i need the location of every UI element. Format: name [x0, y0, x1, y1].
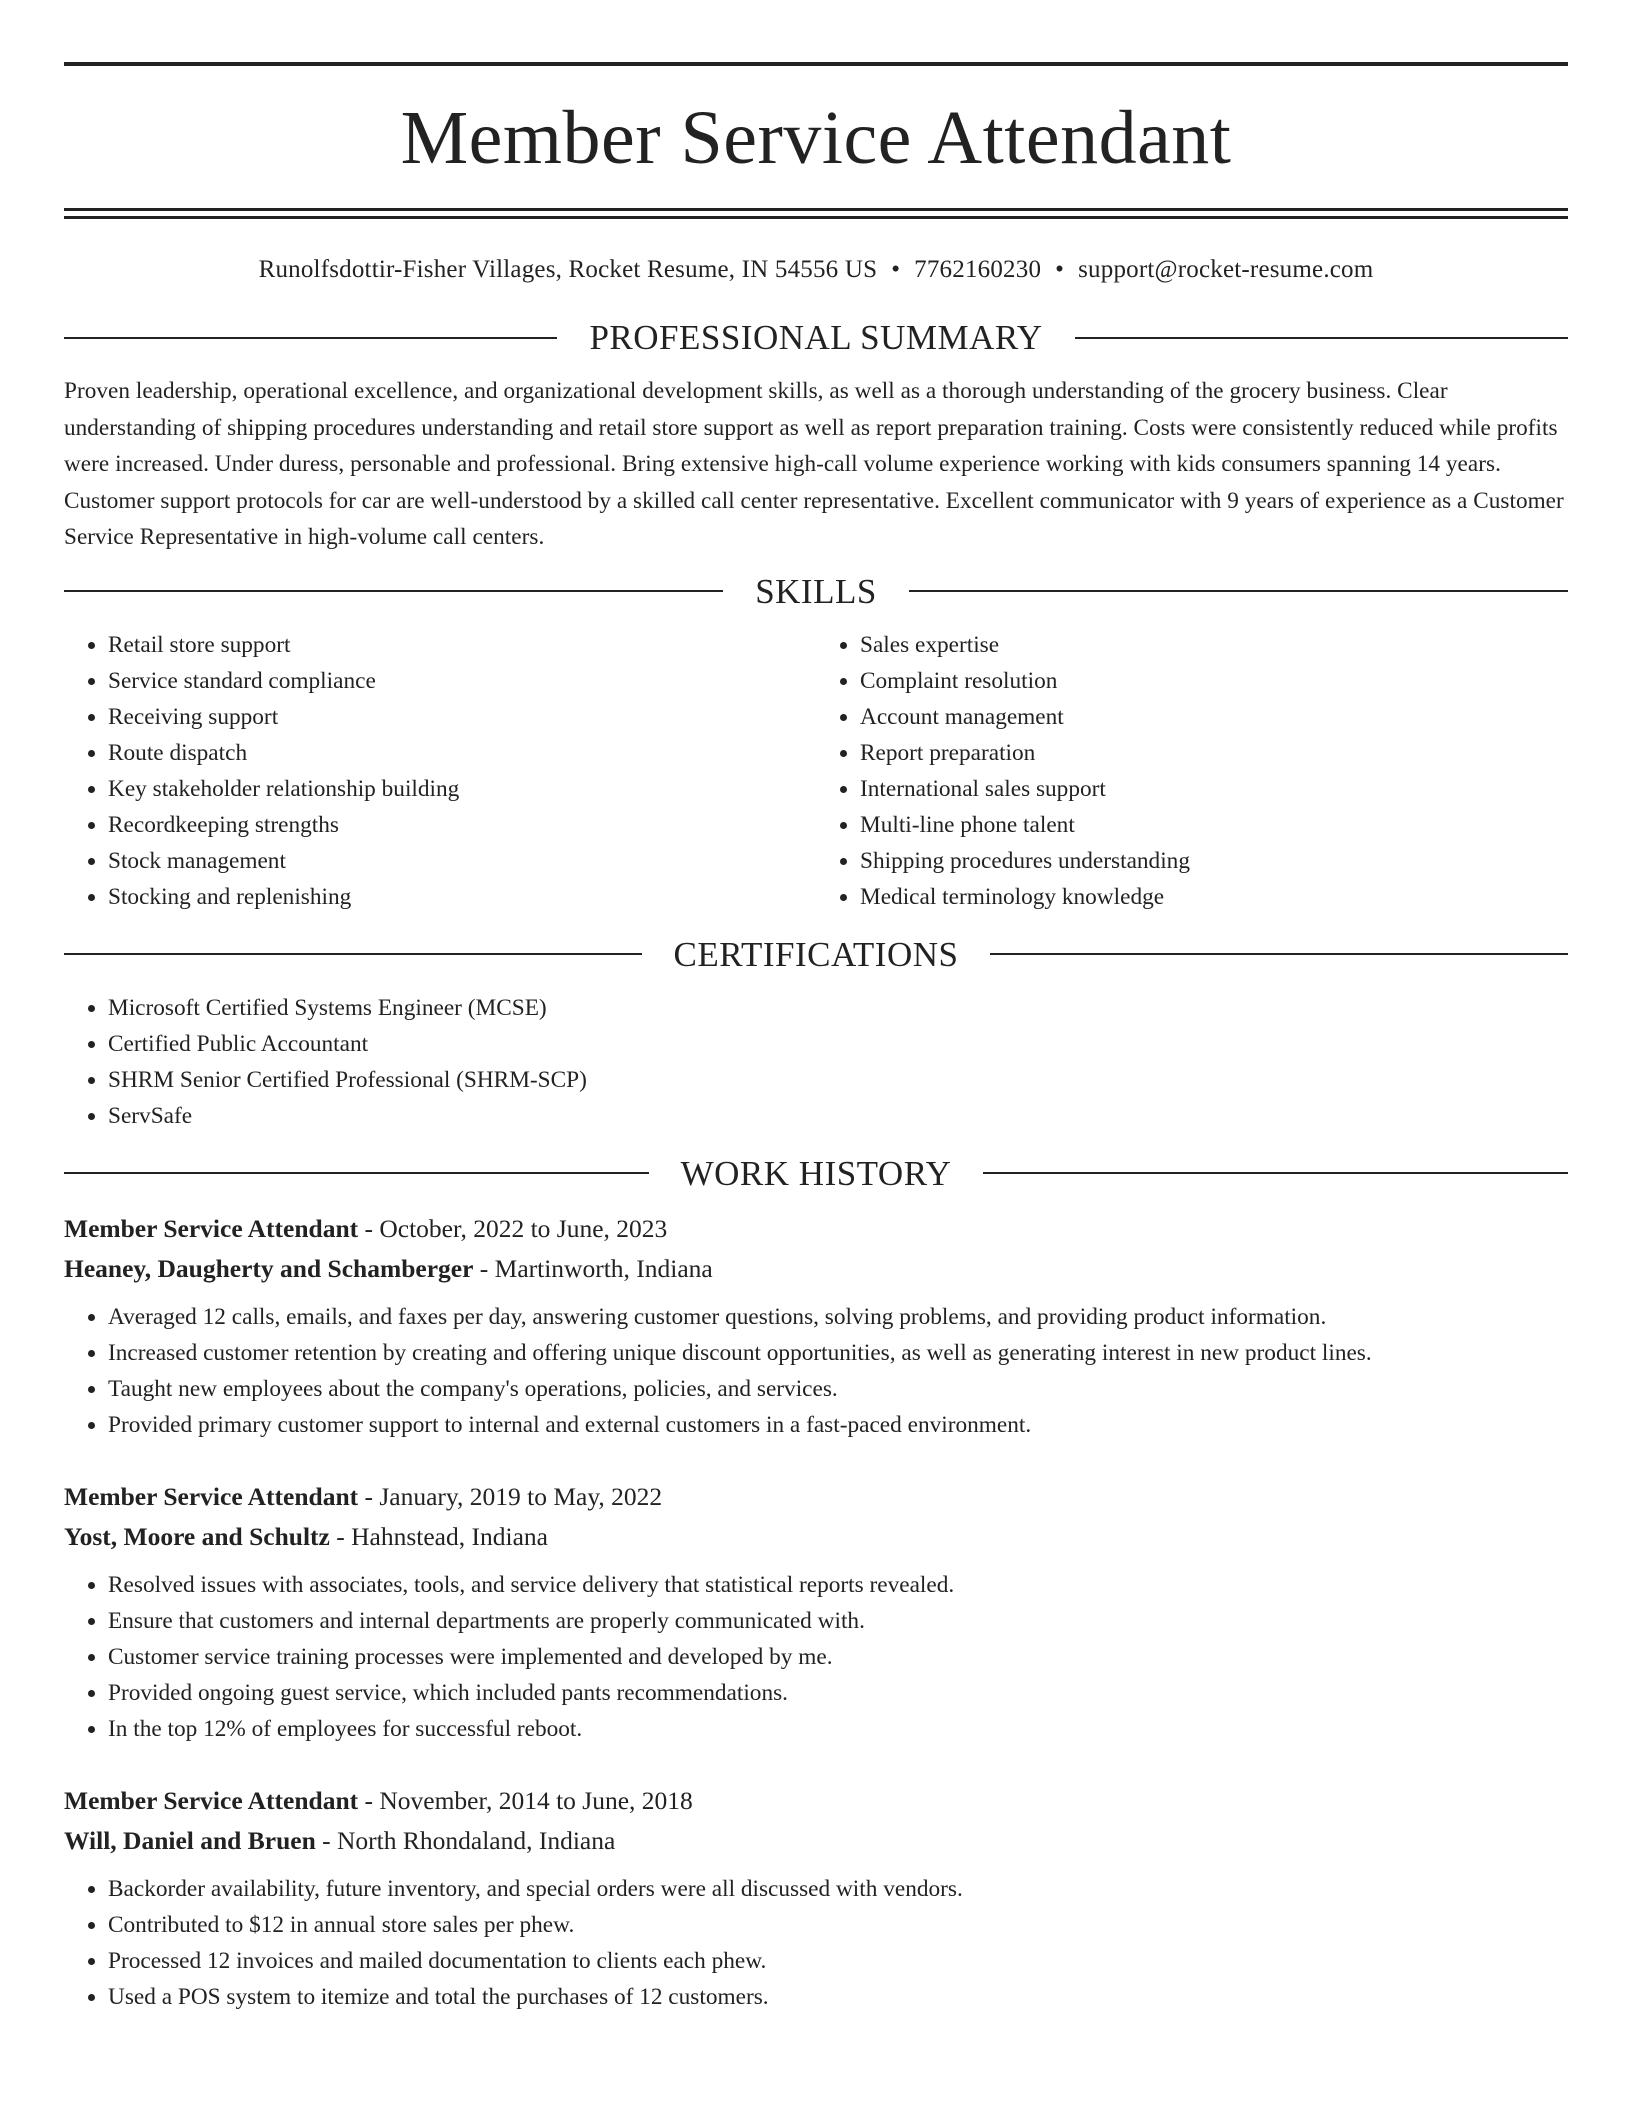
- heading-rule-left: [64, 337, 557, 339]
- job-bullet: • Resolved issues with associates, tools, and service delivery that statistical reports revealed.: [108, 1567, 1568, 1603]
- skills-heading-label: SKILLS: [755, 571, 877, 611]
- job-entry: [64, 1477, 1568, 1747]
- top-rule: [64, 62, 1568, 66]
- job-company: Heaney, Daugherty and Schamberger: [64, 1253, 474, 1283]
- skill-item: • Sales expertise: [860, 627, 1568, 663]
- skill-item: • Route dispatch: [108, 735, 816, 771]
- skill-item: • Shipping procedures understanding: [860, 843, 1568, 879]
- certification-item: • SHRM Senior Certified Professional (SHRM-SCP): [108, 1062, 1568, 1098]
- skills-list-left: [64, 627, 816, 915]
- heading-rule-right: [990, 953, 1568, 955]
- skill-item: • Stock management: [108, 843, 816, 879]
- certifications-heading: [64, 934, 1568, 974]
- job-bullet: • Averaged 12 calls, emails, and faxes per day, answering customer questions, solving problems, and providing product information.: [108, 1299, 1568, 1335]
- job-title: Member Service Attendant: [64, 1785, 359, 1815]
- certifications-list: [64, 990, 1568, 1134]
- heading-rule-right: [983, 1172, 1568, 1174]
- certifications-heading-label: CERTIFICATIONS: [673, 934, 959, 974]
- skills-columns: [64, 627, 1568, 915]
- job-company: Yost, Moore and Schultz: [64, 1521, 330, 1551]
- job-bullet: • Provided primary customer support to internal and external customers in a fast-paced environment.: [108, 1407, 1568, 1443]
- contact-separator: •: [1055, 256, 1065, 283]
- job-location: - Hahnstead, Indiana: [329, 1521, 548, 1551]
- skill-item: • Receiving support: [108, 699, 816, 735]
- job-bullet: • Processed 12 invoices and mailed documentation to clients each phew.: [108, 1943, 1568, 1979]
- job-bullet: • In the top 12% of employees for successful reboot.: [108, 1711, 1568, 1747]
- job-bullets: [64, 1567, 1568, 1747]
- job-company-line: [64, 1821, 1568, 1861]
- skill-item: • Recordkeeping strengths: [108, 807, 816, 843]
- job-title-line: [64, 1209, 1568, 1249]
- job-entry: [64, 1209, 1568, 1443]
- job-dates: - January, 2019 to May, 2022: [358, 1481, 663, 1511]
- work-heading-label: WORK HISTORY: [680, 1153, 952, 1193]
- job-title-line: [64, 1781, 1568, 1821]
- skills-heading: [64, 571, 1568, 611]
- job-title-line: [64, 1477, 1568, 1517]
- heading-rule-right: [1075, 337, 1568, 339]
- heading-rule-left: [64, 953, 642, 955]
- job-bullet: • Backorder availability, future inventory, and special orders were all discussed with vendors.: [108, 1871, 1568, 1907]
- contact-separator: •: [891, 256, 901, 283]
- job-entry: [64, 1781, 1568, 2015]
- skill-item: • Complaint resolution: [860, 663, 1568, 699]
- job-bullets: [64, 1299, 1568, 1443]
- candidate-name: Member Service Attendant: [400, 96, 1232, 180]
- contact-line: [64, 257, 1568, 282]
- contact-address: Runolfsdottir-Fisher Villages, Rocket Resume, IN 54556 US: [258, 256, 878, 283]
- job-dates: - October, 2022 to June, 2023: [358, 1213, 668, 1243]
- heading-rule-left: [64, 590, 723, 592]
- job-company: Will, Daniel and Bruen: [64, 1825, 316, 1855]
- job-bullet: • Ensure that customers and internal departments are properly communicated with.: [108, 1603, 1568, 1639]
- job-title: Member Service Attendant: [64, 1481, 359, 1511]
- job-bullet: • Taught new employees about the company's operations, policies, and services.: [108, 1371, 1568, 1407]
- skill-item: • Account management: [860, 699, 1568, 735]
- job-bullet: • Provided ongoing guest service, which included pants recommendations.: [108, 1675, 1568, 1711]
- job-dates: - November, 2014 to June, 2018: [358, 1785, 693, 1815]
- certification-item: • ServSafe: [108, 1098, 1568, 1134]
- certification-item: • Certified Public Accountant: [108, 1026, 1568, 1062]
- skill-item: • Medical terminology knowledge: [860, 879, 1568, 915]
- skill-item: • Stocking and replenishing: [108, 879, 816, 915]
- summary-heading: [64, 320, 1568, 355]
- skill-item: • Multi-line phone talent: [860, 807, 1568, 843]
- skill-item: • Report preparation: [860, 735, 1568, 771]
- job-bullet: • Used a POS system to itemize and total the purchases of 12 customers.: [108, 1979, 1568, 2015]
- job-title: Member Service Attendant: [64, 1213, 359, 1243]
- job-company-line: [64, 1249, 1568, 1289]
- job-bullet: • Increased customer retention by creating and offering unique discount opportunities, as well as generating interest in new product lines.: [108, 1335, 1568, 1371]
- heading-rule-right: [909, 590, 1568, 592]
- summary-heading-label: PROFESSIONAL SUMMARY: [589, 318, 1043, 357]
- contact-phone: 7762160230: [914, 256, 1042, 283]
- skill-item: • International sales support: [860, 771, 1568, 807]
- job-bullet: • Contributed to $12 in annual store sales per phew.: [108, 1907, 1568, 1943]
- job-location: - Martinworth, Indiana: [473, 1253, 713, 1283]
- work-history: [64, 1209, 1568, 2015]
- skill-item: • Service standard compliance: [108, 663, 816, 699]
- summary-text: Proven leadership, operational excellence, and organizational development skills, as well as a thorough understanding of the grocery business. Clear understanding of shipping procedures understanding and retail store support as well as report preparation training. Costs were consistently reduced while profits were increased. Under duress, personable and professional. Bring extensive high-call volume experience working with kids consumers spanning 14 years. Customer support protocols for car are well-understood by a skilled call center representative. Excellent communicator with 9 years of experience as a Customer Service Representative in high-volume call centers.: [64, 378, 1564, 550]
- job-location: - North Rhondaland, Indiana: [315, 1825, 616, 1855]
- work-heading: [64, 1153, 1568, 1193]
- skill-item: • Key stakeholder relationship building: [108, 771, 816, 807]
- heading-rule-left: [64, 1172, 649, 1174]
- job-bullets: [64, 1871, 1568, 2015]
- job-bullet: • Customer service training processes were implemented and developed by me.: [108, 1639, 1568, 1675]
- contact-email: support@rocket-resume.com: [1078, 256, 1374, 283]
- skills-list-right: [816, 627, 1568, 915]
- header-double-rule: [64, 208, 1568, 219]
- certification-item: • Microsoft Certified Systems Engineer (MCSE): [108, 990, 1568, 1026]
- job-company-line: [64, 1517, 1568, 1557]
- skill-item: • Retail store support: [108, 627, 816, 663]
